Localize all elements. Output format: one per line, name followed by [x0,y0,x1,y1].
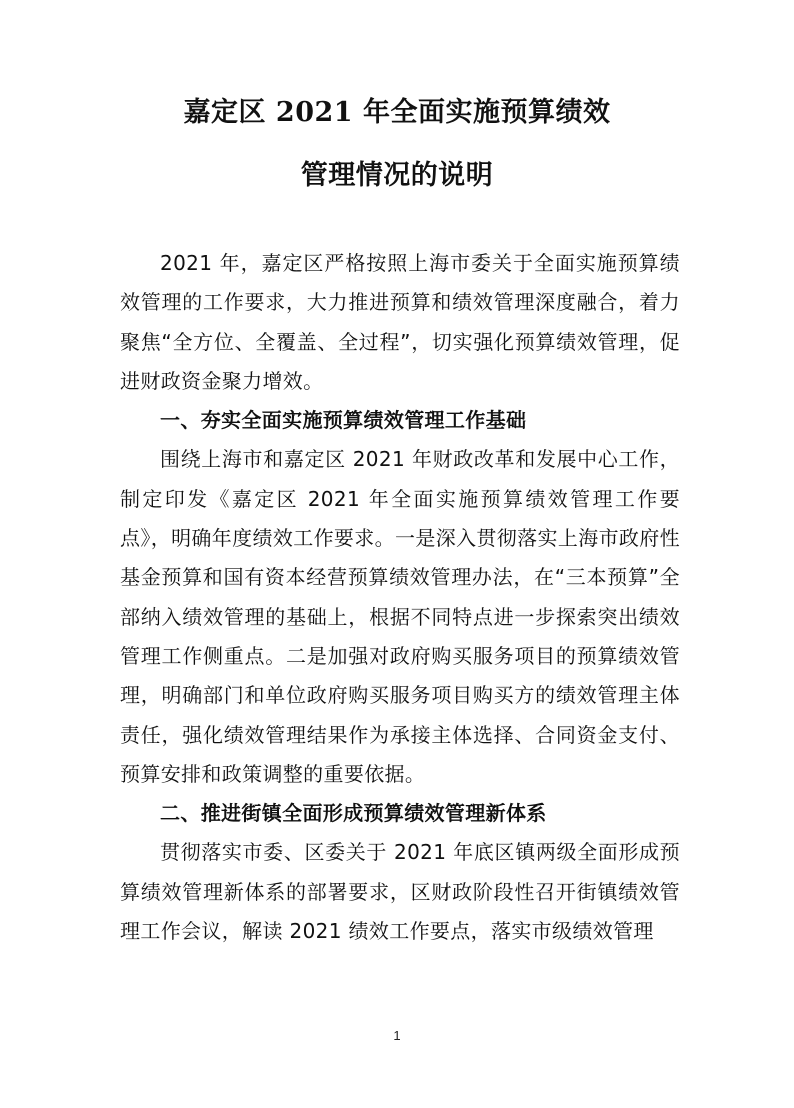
intro-paragraph: 2021 年，嘉定区严格按照上海市委关于全面实施预算绩效管理的工作要求，大力推进预算和绩效管理深度融合，着力聚焦“全方位、全覆盖、全过程”，切实强化预算绩效管理，促进财政资金聚力增效。 [120,251,680,393]
section-1-heading: 一、夯实全面实施预算绩效管理工作基础 [160,408,527,433]
section-1-paragraph: 围绕上海市和嘉定区 2021 年财政改革和发展中心工作，制定印发《嘉定区 2021 年全面实施预算绩效管理工作要点》，明确年度绩效工作要求。一是深入贯彻落实上海市政府性基金预算和国有资本经营预算绩效管理办法，在“三本预算”全部纳入绩效管理的基础上，根据不同特点进一步探索突出绩效管理工作侧重点。二是加强对政府购买服务项目的预算绩效管理，明确部门和单位政府购买服务项目购买方的绩效管理主体责任，强化绩效管理结果作为承接主体选择、合同资金支付、预算安排和政策调整的重要依据。 [120,447,680,786]
document-title-line-2: 管理情况的说明 [300,160,494,191]
section-2-heading: 二、推进街镇全面形成预算绩效管理新体系 [160,801,547,826]
page-number: 1 [393,1028,401,1043]
document-title-line-1: 嘉定区 2021 年全面实施预算绩效 [183,97,611,128]
section-2-paragraph: 贯彻落实市委、区委关于 2021 年底区镇两级全面形成预算绩效管理新体系的部署要求，区财政阶段性召开街镇绩效管理工作会议，解读 2021 绩效工作要点，落实市级绩效管理 [120,840,680,944]
document-body [120,244,680,951]
